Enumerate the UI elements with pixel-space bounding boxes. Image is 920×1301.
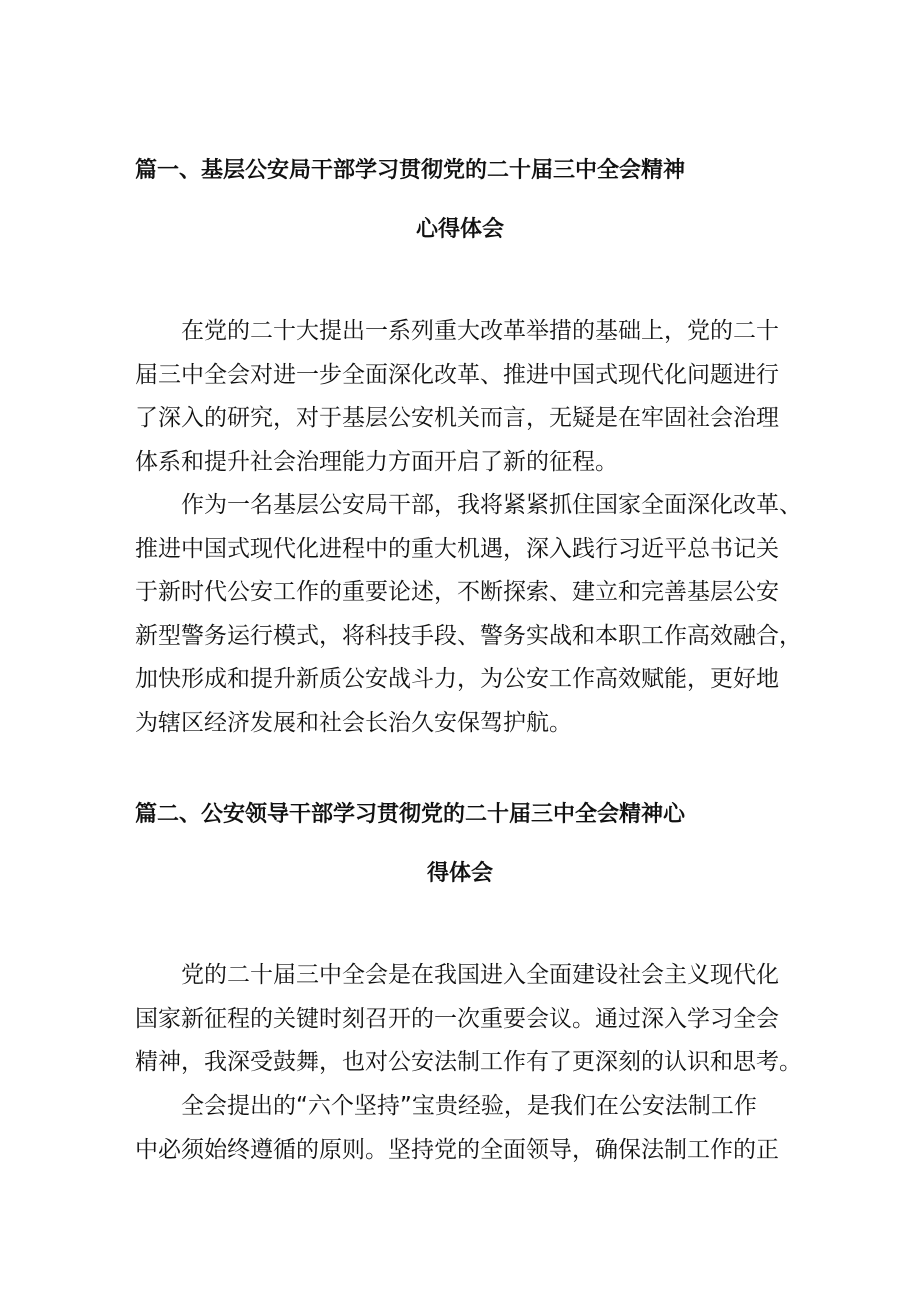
- article1-title-line1: 篇一、基层公安局干部学习贯彻党的二十届三中全会精神: [135, 158, 686, 183]
- text-line: 于新时代公安工作的重要论述，不断探索、建立和完善基层公安: [135, 579, 779, 605]
- text-line: 新型警务运行模式，将科技手段、警务实战和本职工作高效融合，: [135, 622, 802, 649]
- text-line: 国家新征程的关键时刻召开的一次重要会议。通过深入学习全会: [135, 1005, 779, 1032]
- text-line: 了深入的研究，对于基层公安机关而言，无疑是在牢固社会治理: [135, 405, 779, 431]
- text-line: 在党的二十大提出一系列重大改革举措的基础上，党的二十: [181, 318, 779, 344]
- text-line: 体系和提升社会治理能力方面开启了新的征程。: [135, 448, 618, 475]
- text-line: 党的二十届三中全会是在我国进入全面建设社会主义现代化: [181, 962, 779, 988]
- text-line: 作为一名基层公安局干部，我将紧紧抓住国家全面深化改革、: [181, 492, 802, 518]
- text-line: 届三中全会对进一步全面深化改革、推进中国式现代化问题进行: [135, 361, 779, 388]
- article1-title-line2: 心得体会: [415, 217, 504, 242]
- text-line: 加快形成和提升新质公安战斗力，为公安工作高效赋能，更好地: [135, 666, 779, 692]
- article2-paragraph-1: [135, 954, 802, 1085]
- text-line: 推进中国式现代化进程中的重大机遇，深入践行习近平总书记关: [135, 535, 779, 562]
- article2-title-line1: 篇二、公安领导干部学习贯彻党的二十届三中全会精神心: [135, 802, 686, 827]
- text-line: 中必须始终遵循的原则。坚持党的全面领导，确保法制工作的正: [135, 1136, 779, 1163]
- article2-paragraph-2: [135, 1085, 790, 1172]
- text-line: 精神，我深受鼓舞，也对公安法制工作有了更深刻的认识和思考。: [135, 1049, 802, 1075]
- text-line: 全会提出的“六个坚持”宝贵经验，是我们在公安法制工作: [181, 1093, 757, 1119]
- article2-title-line2: 得体会: [426, 861, 493, 886]
- article1-paragraph-1: [135, 310, 790, 484]
- article1-paragraph-2: [135, 484, 802, 745]
- text-line: 为辖区经济发展和社会长治久安保驾护航。: [135, 709, 572, 736]
